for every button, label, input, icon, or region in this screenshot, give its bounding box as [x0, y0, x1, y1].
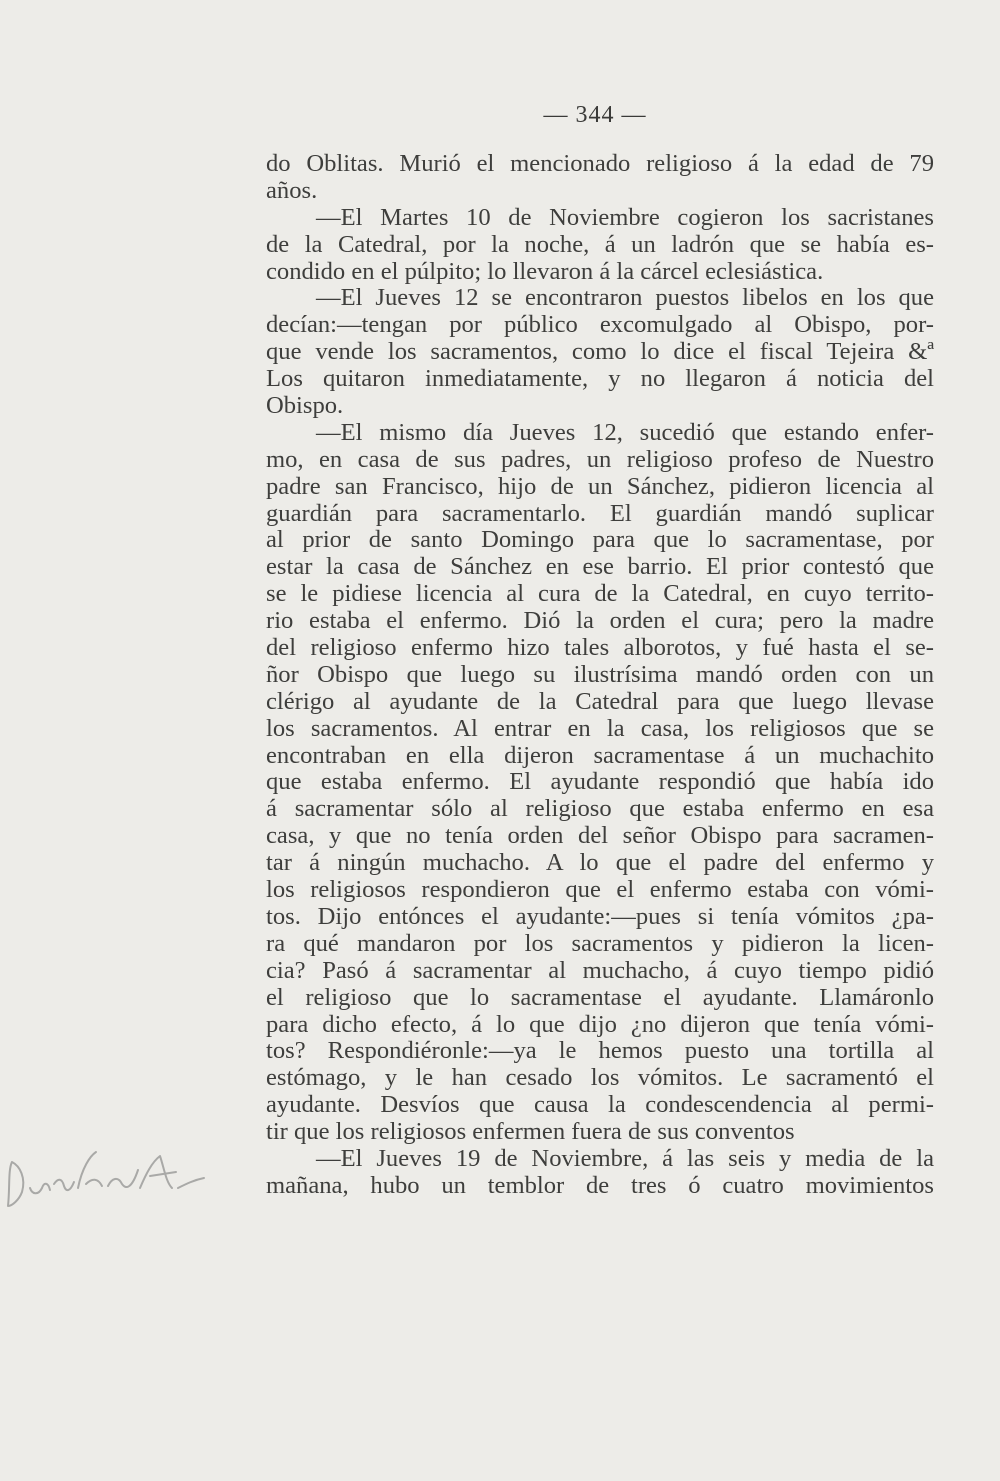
text-line: clérigo al ayudante de la Catedral para que luego llevase	[266, 687, 934, 715]
text-line: del religioso enfermo hizo tales alborotos, y fué hasta el se-	[266, 634, 934, 662]
text-line: decían:—tengan por público excomulgado al Obispo, por-	[266, 311, 934, 339]
text-line: rio estaba el enfermo. Dió la orden el cura; pero la madre	[266, 607, 934, 635]
text-line: para dicho efecto, á lo que dijo ¿no dijeron que tenía vómi-	[266, 1010, 934, 1038]
text-line: padre san Francisco, hijo de un Sánchez, pidieron licencia al	[266, 472, 934, 500]
text-line: —El Jueves 12 se encontraron puestos libelos en los que	[316, 284, 934, 312]
text-line: los sacramentos. Al entrar en la casa, los religiosos que se	[266, 714, 934, 742]
text-line: á sacramentar sólo al religioso que estaba enfermo en esa	[266, 795, 934, 823]
text-line: ayudante. Desvíos que causa la condescendencia al permi-	[266, 1091, 934, 1119]
text-line: se le pidiese licencia al cura de la Catedral, en cuyo territo-	[266, 580, 934, 608]
text-line: mo, en casa de sus padres, un religioso profeso de Nuestro	[266, 445, 934, 473]
text-line: do Oblitas. Murió el mencionado religioso á la edad de 79	[266, 150, 934, 177]
text-line: ñor Obispo que luego su ilustrísima mandó orden con un	[266, 660, 934, 688]
text-line: tar á ningún muchacho. A lo que el padre del enfermo y	[266, 849, 934, 877]
text-line: —El mismo día Jueves 12, sucedió que estando enfer-	[316, 418, 934, 446]
text-line: Los quitaron inmediatamente, y no llegaron á noticia del	[266, 365, 934, 393]
text-line: ra qué mandaron por los sacramentos y pidieron la licen-	[266, 929, 934, 957]
text-line: de la Catedral, por la noche, á un ladrón que se había es-	[266, 230, 934, 258]
text-line: el religioso que lo sacramentase el ayudante. Llamáronlo	[266, 983, 934, 1011]
text-line: tos. Dijo entónces el ayudante:—pues si tenía vómitos ¿pa-	[266, 902, 934, 930]
text-line: estar la casa de Sánchez en ese barrio. El prior contestó que	[266, 553, 934, 581]
text-line: cia? Pasó á sacramentar al muchacho, á cuyo tiempo pidió	[266, 956, 934, 984]
text-line: estómago, y le han cesado los vómitos. Le sacramentó el	[266, 1064, 934, 1092]
pencil-signature-mark	[0, 1148, 210, 1218]
text-line: años.	[266, 176, 318, 204]
text-line: los religiosos respondieron que el enfermo estaba con vómi-	[266, 876, 934, 904]
text-line: condido en el púlpito; lo llevaron á la cárcel eclesiástica.	[266, 257, 824, 285]
text-line: mañana, hubo un temblor de tres ó cuatro movimientos	[266, 1171, 934, 1199]
text-line: Obispo.	[266, 392, 344, 420]
page-number: — 344 —	[543, 102, 647, 128]
text-line: que estaba enfermo. El ayudante respondió que había ido	[266, 768, 934, 796]
text-line: tos? Respondiéronle:—ya le hemos puesto una tortilla al	[266, 1037, 934, 1065]
text-line: que vende los sacramentos, como lo dice el fiscal Tejeira &ª	[266, 338, 934, 366]
text-line: al prior de santo Domingo para que lo sacramentase, por	[266, 526, 934, 554]
body-text	[266, 151, 934, 1200]
text-line: —El Jueves 19 de Noviembre, á las seis y media de la	[316, 1144, 934, 1172]
text-line: guardián para sacramentarlo. El guardián mandó suplicar	[266, 499, 934, 527]
text-line: encontraban en ella dijeron sacramentase á un muchachito	[266, 741, 934, 769]
text-line: casa, y que no tenía orden del señor Obispo para sacramen-	[266, 822, 934, 850]
text-line: —El Martes 10 de Noviembre cogieron los sacristanes	[316, 203, 934, 231]
text-line: tir que los religiosos enfermen fuera de sus conventos	[266, 1118, 795, 1146]
